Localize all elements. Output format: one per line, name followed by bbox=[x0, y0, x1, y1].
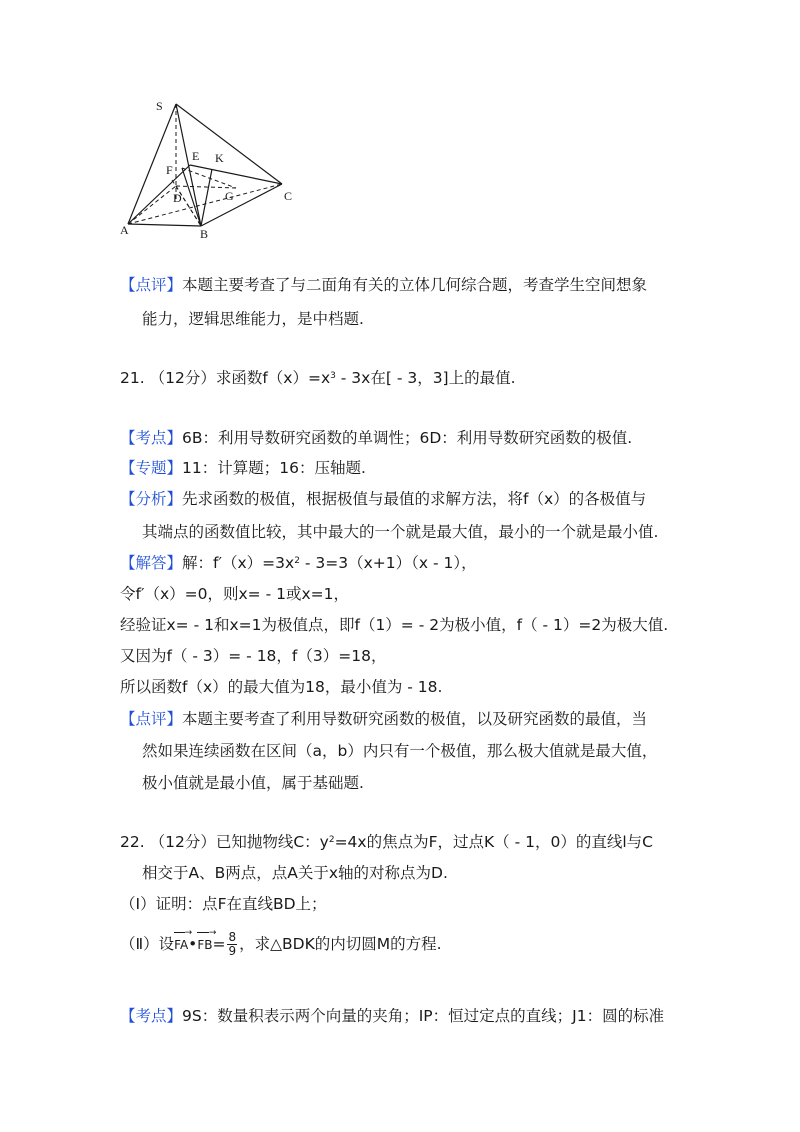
q22-stem-line1 bbox=[120, 832, 653, 852]
q21-number: 21. bbox=[120, 369, 145, 387]
q21-jieda-line4: 又因为f（ - 3）= - 18，f（3）=18， bbox=[120, 647, 387, 665]
q21-jieda-line5: 所以函数f（x）的最大值为18，最小值为 - 18. bbox=[120, 678, 443, 696]
q21-jieda-tag: 【解答】 bbox=[120, 554, 183, 572]
q21-jieda-b: - 3=3（x+1）（x - 1）， bbox=[299, 554, 477, 572]
q21-stem-b: - 3x在[ - 3，3]上的最值. bbox=[335, 369, 516, 387]
q21-jieda-line1 bbox=[120, 553, 477, 573]
edge-AC-hidden bbox=[128, 184, 282, 224]
q21-score: （12分） bbox=[149, 369, 216, 387]
q22-stem-b: =4x的焦点为F，过点K（ - 1，0）的直线l与C bbox=[334, 833, 653, 851]
fraction-8-9 bbox=[227, 931, 237, 958]
q21-zhuanti bbox=[120, 458, 366, 478]
fraction-denominator: 9 bbox=[228, 944, 237, 958]
label-K: K bbox=[215, 151, 224, 165]
q21-review-tag: 【点评】 bbox=[120, 710, 183, 728]
q22-score: （12分） bbox=[149, 833, 216, 851]
dot-operator: • bbox=[188, 935, 198, 953]
q22-part1: （Ⅰ）证明：点F在直线BD上； bbox=[120, 895, 327, 913]
edge-EC bbox=[190, 165, 282, 184]
q22-number: 22. bbox=[120, 833, 145, 851]
label-B: B bbox=[200, 227, 209, 241]
label-S: S bbox=[156, 99, 163, 113]
q21-review-text1: 本题主要考查了利用导数研究函数的极值，以及研究函数的最值，当 bbox=[182, 710, 648, 728]
q21-review-line2: 然如果连续函数在区间（a，b）内只有一个极值，那么极大值就是最大值， bbox=[142, 742, 658, 760]
edge-BK bbox=[201, 169, 212, 226]
q21-jieda-line3: 经验证x= - 1和x=1为极值点，即f（1）= - 2为极小值，f（ - 1）=2为极大值. bbox=[120, 616, 669, 634]
vector-fa: FA → bbox=[174, 930, 188, 955]
q21-zhuanti-text: 11：计算题；16：压轴题. bbox=[182, 459, 366, 477]
q22-kaodian-text: 9S：数量积表示两个向量的夹角；IP：恒过定点的直线；J1：圆的标准 bbox=[182, 1007, 665, 1025]
vector-fb: FB → bbox=[197, 930, 212, 955]
prev-review-text1: 本题主要考查了与二面角有关的立体几何综合题，考查学生空间想象 bbox=[182, 276, 648, 294]
q21-jieda-line2: 令f′（x）=0，则x= - 1或x=1， bbox=[120, 585, 349, 603]
q22-stem-line2: 相交于A、B两点，点A关于x轴的对称点为D. bbox=[142, 864, 448, 882]
q21-fenxi-line2: 其端点的函数值比较，其中最大的一个就是最大值，最小的一个就是最小值. bbox=[142, 523, 659, 541]
label-C: C bbox=[284, 189, 293, 203]
q21-zhuanti-tag: 【专题】 bbox=[120, 459, 183, 477]
q21-stem bbox=[120, 368, 516, 388]
q21-fenxi-line1 bbox=[120, 489, 646, 509]
pyramid-figure bbox=[118, 96, 298, 242]
q22-kaodian bbox=[120, 1006, 664, 1026]
fraction-numerator: 8 bbox=[228, 930, 237, 944]
pyramid-diagram bbox=[118, 96, 298, 242]
q21-stem-a: 求函数f（x）=x bbox=[215, 369, 331, 387]
q22-sup2: 2 bbox=[328, 835, 335, 845]
q21-kaodian-text: 6B：利用导数研究函数的单调性；6D：利用导数研究函数的极值. bbox=[182, 429, 633, 447]
label-F: F bbox=[166, 163, 173, 177]
label-E: E bbox=[192, 149, 200, 163]
q21-review-line1 bbox=[120, 709, 647, 729]
q22-part2 bbox=[120, 930, 442, 958]
edge-BC bbox=[201, 184, 282, 226]
label-A: A bbox=[120, 223, 129, 237]
prev-review-tag: 【点评】 bbox=[120, 276, 183, 294]
q21-jieda-a: 解：f′（x）=3x bbox=[182, 554, 295, 572]
q22-stem-a: 已知抛物线C：y bbox=[215, 833, 329, 851]
label-G: G bbox=[225, 189, 234, 203]
q22-part2-b: ，求△BDK的内切圆M的方程. bbox=[239, 935, 442, 953]
edge-DG-hidden bbox=[176, 186, 236, 188]
label-D: D bbox=[173, 191, 182, 205]
edge-AB bbox=[128, 224, 201, 226]
q21-jieda-sup2: 2 bbox=[294, 556, 300, 566]
q21-fenxi-text1: 先求函数的极值，根据极值与最值的求解方法，将f（x）的各极值与 bbox=[182, 490, 647, 508]
q21-fenxi-tag: 【分析】 bbox=[120, 490, 183, 508]
q22-part2-a: （Ⅱ）设 bbox=[120, 935, 175, 953]
edge-SB bbox=[176, 104, 201, 226]
q21-kaodian bbox=[120, 428, 632, 448]
q21-sup3: 3 bbox=[330, 371, 336, 381]
q21-review-line3: 极小值就是最小值，属于基础题. bbox=[142, 774, 364, 792]
q21-kaodian-tag: 【考点】 bbox=[120, 429, 183, 447]
q22-kaodian-tag: 【考点】 bbox=[120, 1007, 183, 1025]
prev-review-line2: 能力，逻辑思维能力，是中档题. bbox=[142, 310, 364, 328]
equals-sign: = bbox=[212, 935, 226, 953]
prev-review-line1 bbox=[120, 275, 647, 295]
